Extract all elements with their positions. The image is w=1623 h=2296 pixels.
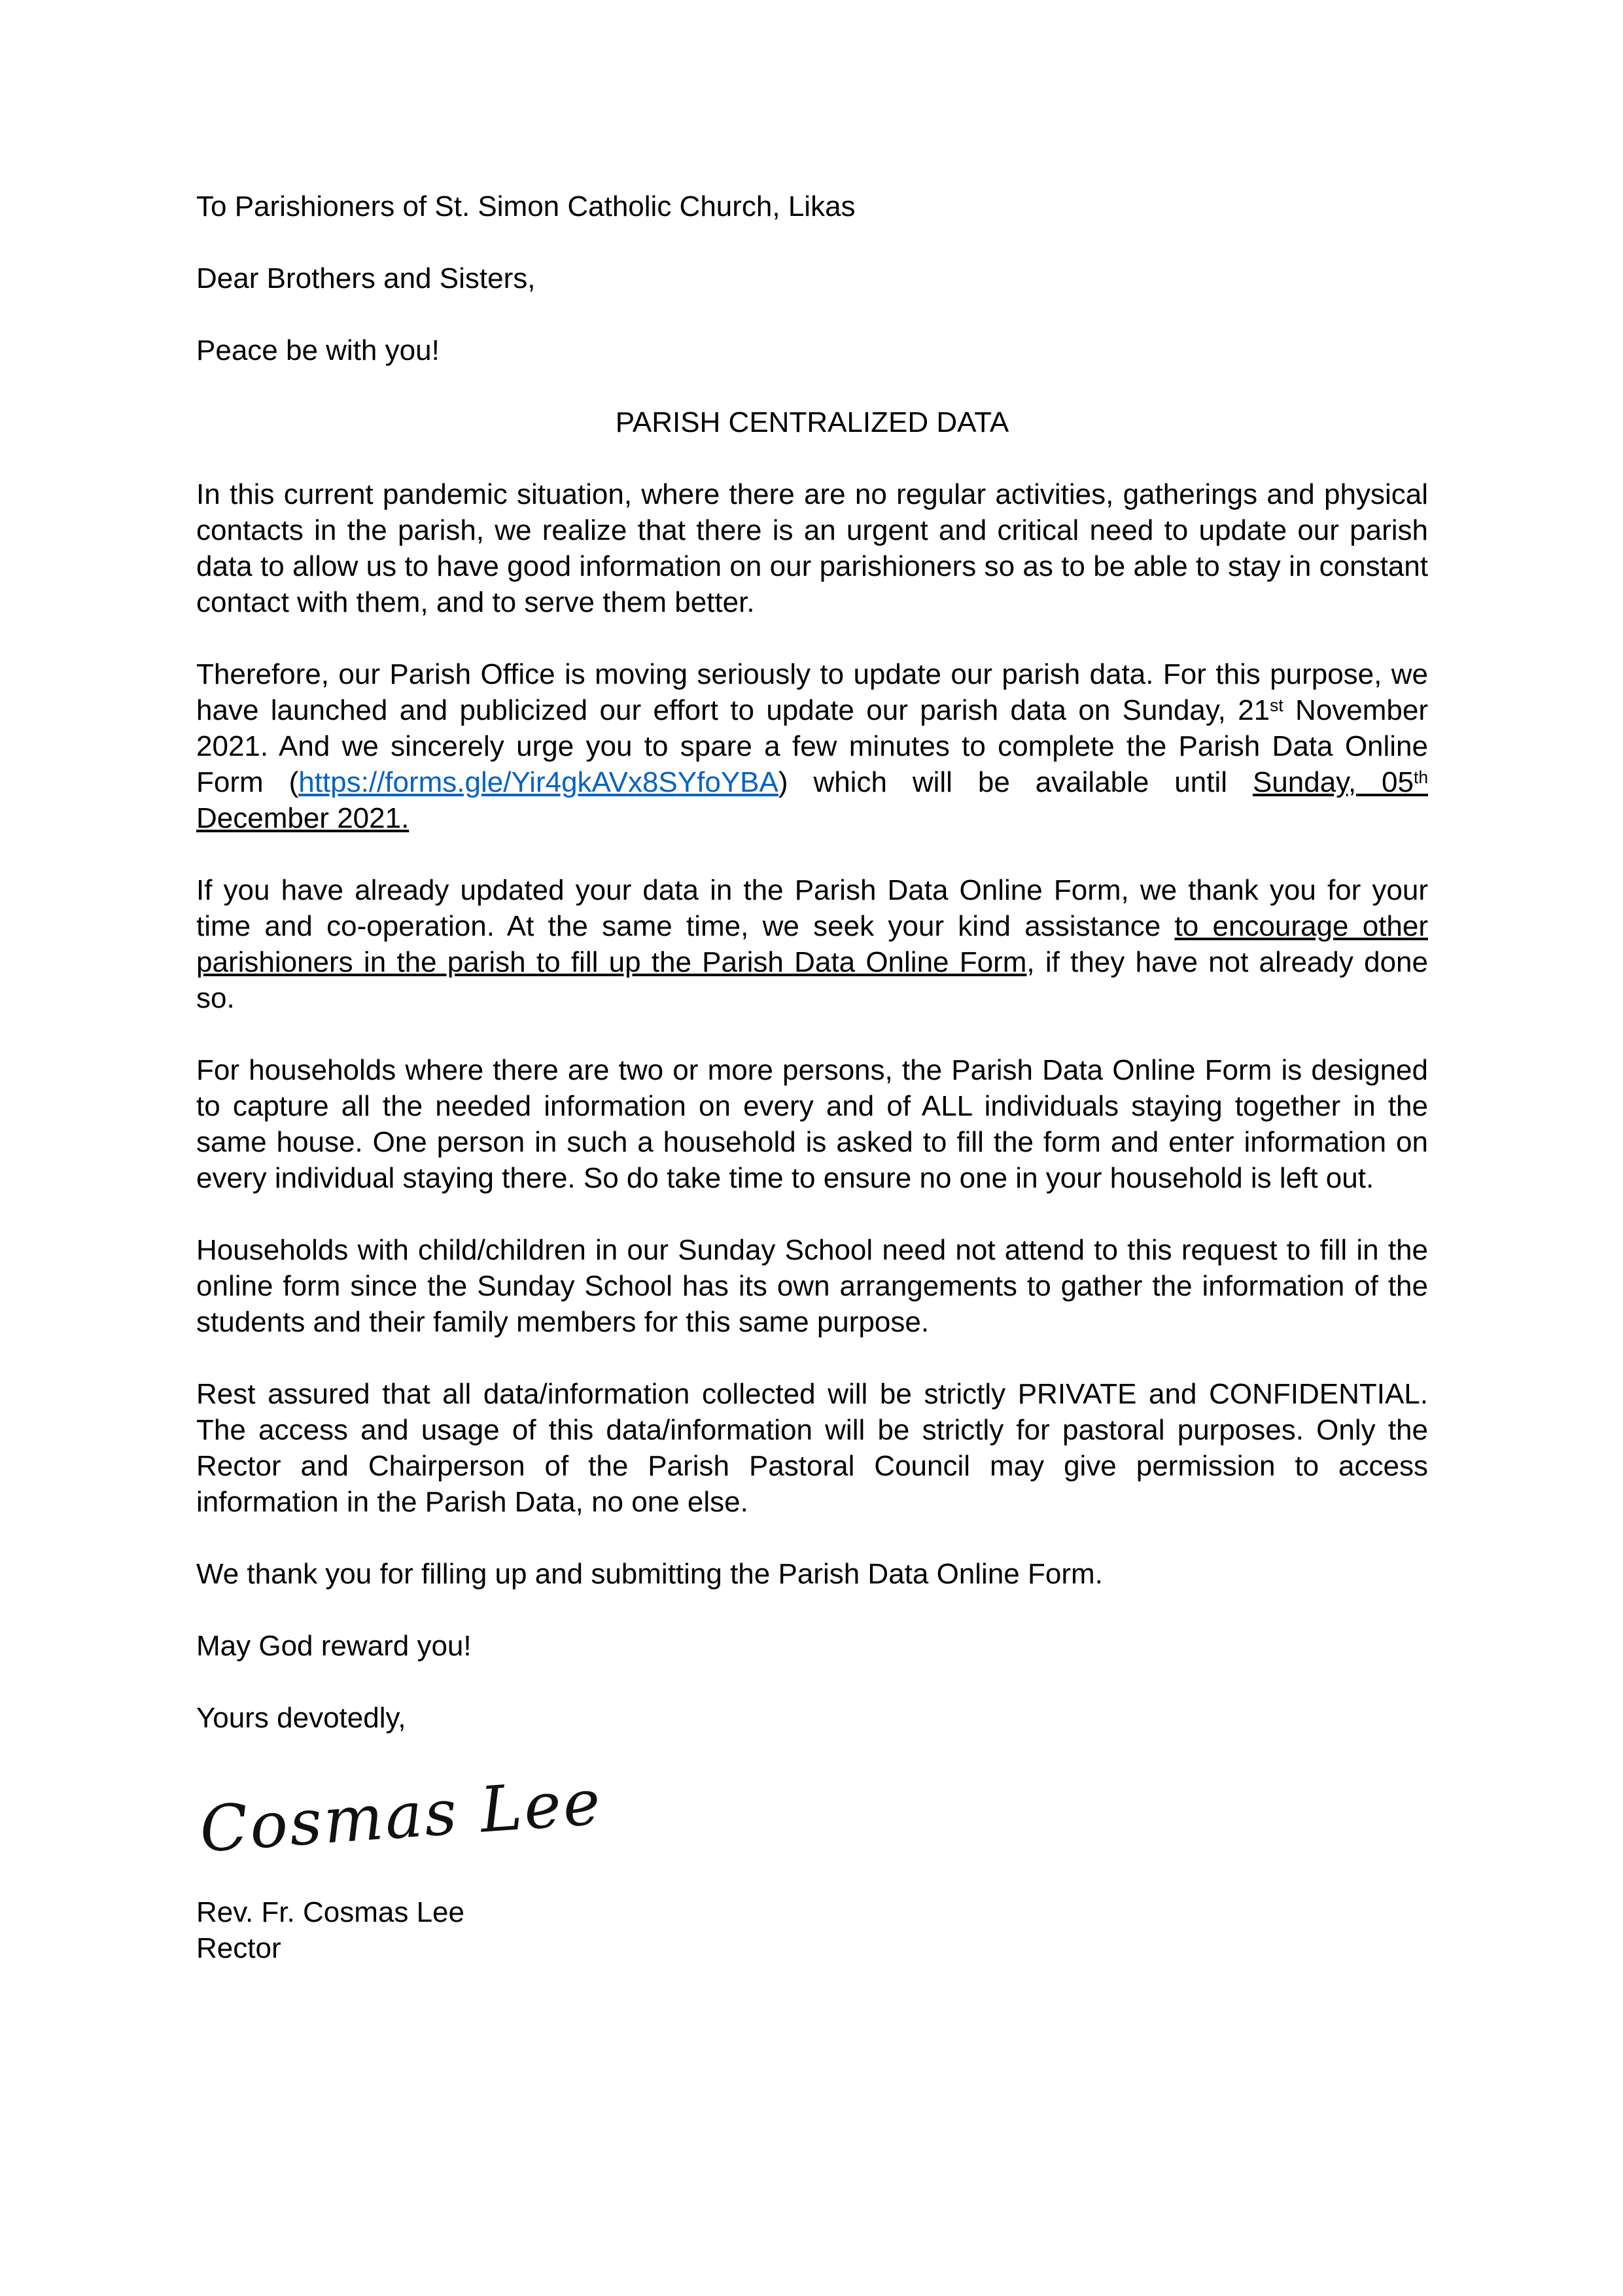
parish-data-form-link[interactable]: https://forms.gle/Yir4gkAVx8SYfoYBA bbox=[298, 766, 778, 798]
text-segment: , if they have not already done so. bbox=[196, 946, 1428, 1014]
signature-text: Cosmas Lee bbox=[197, 1772, 605, 1867]
recipient-line: To Parishioners of St. Simon Catholic Church, Likas bbox=[196, 190, 856, 222]
text-segment: November 2021. And we sincerely urge you to spare a few minutes to complete the Parish Data Online Form ( bbox=[196, 694, 1429, 798]
paragraph-sunday-school bbox=[196, 1232, 1428, 1340]
paragraph-reward: May God reward you! bbox=[196, 1630, 472, 1662]
text-segment: ) which will be available until bbox=[778, 766, 1253, 798]
signoff-role: Rector bbox=[196, 1932, 281, 1964]
text-segment: December 2021. bbox=[196, 802, 410, 834]
paragraph-already-updated bbox=[196, 872, 1428, 1016]
signoff-block bbox=[196, 1894, 1428, 1966]
text-segment: Therefore, our Parish Office is moving seriously to update our parish data. For this purpose, we have launched and publicized our effort to update our parish data on Sunday, 21 bbox=[196, 658, 1428, 726]
text-segment: Sunday, 05 bbox=[1252, 766, 1414, 798]
superscript-text: st bbox=[1270, 695, 1283, 715]
text-segment: Households with child/children in our Sunday School need not attend to this request to fill in the online form since the Sunday School has its own arrangements to gather the information of the students and their family members for this same purpose. bbox=[196, 1234, 1428, 1338]
paragraph-data-update bbox=[196, 656, 1428, 836]
text-segment: In this current pandemic situation, where there are no regular activities, gatherings and physical contacts in the parish, we realize that there is an urgent and critical need to update our parish data to allow us to have good information on our parishioners so as to be able to stay in constant contact with them, and to serve them better. bbox=[196, 478, 1428, 618]
peace-line: Peace be with you! bbox=[196, 334, 440, 366]
text-segment: to encourage other parishioners in the parish to fill up the Parish Data Online Form bbox=[196, 910, 1428, 978]
signature-svg bbox=[196, 1772, 654, 1886]
closing-line: Yours devotedly, bbox=[196, 1702, 406, 1734]
signature-image bbox=[196, 1772, 1428, 1886]
text-segment: Rest assured that all data/information collected will be strictly PRIVATE and CONFIDENTIAL. The access and usage of this data/information will be strictly for pastoral purposes. Only the Rector and Chairperson of the Parish Pastoral Council may give permission to access information in the Parish Data, no one else. bbox=[196, 1378, 1428, 1518]
text-segment: For households where there are two or more persons, the Parish Data Online Form is designed to capture all the needed information on every and of ALL individuals staying together in the same house. One person in such a household is asked to fill the form and enter information on every individual staying there. So do take time to ensure no one in your household is left out. bbox=[196, 1054, 1428, 1194]
paragraph-households bbox=[196, 1052, 1428, 1196]
text-segment: If you have already updated your data in the Parish Data Online Form, we thank you for your time and co-operation. At the same time, we seek your kind assistance bbox=[196, 874, 1428, 942]
salutation-line: Dear Brothers and Sisters, bbox=[196, 262, 536, 294]
paragraph-pandemic bbox=[196, 476, 1428, 620]
superscript-text: th bbox=[1413, 767, 1428, 787]
paragraph-confidentiality bbox=[196, 1376, 1428, 1520]
signoff-name: Rev. Fr. Cosmas Lee bbox=[196, 1896, 464, 1928]
paragraph-thanks: We thank you for filling up and submitting the Parish Data Online Form. bbox=[196, 1558, 1103, 1590]
letter-title: PARISH CENTRALIZED DATA bbox=[615, 406, 1009, 438]
